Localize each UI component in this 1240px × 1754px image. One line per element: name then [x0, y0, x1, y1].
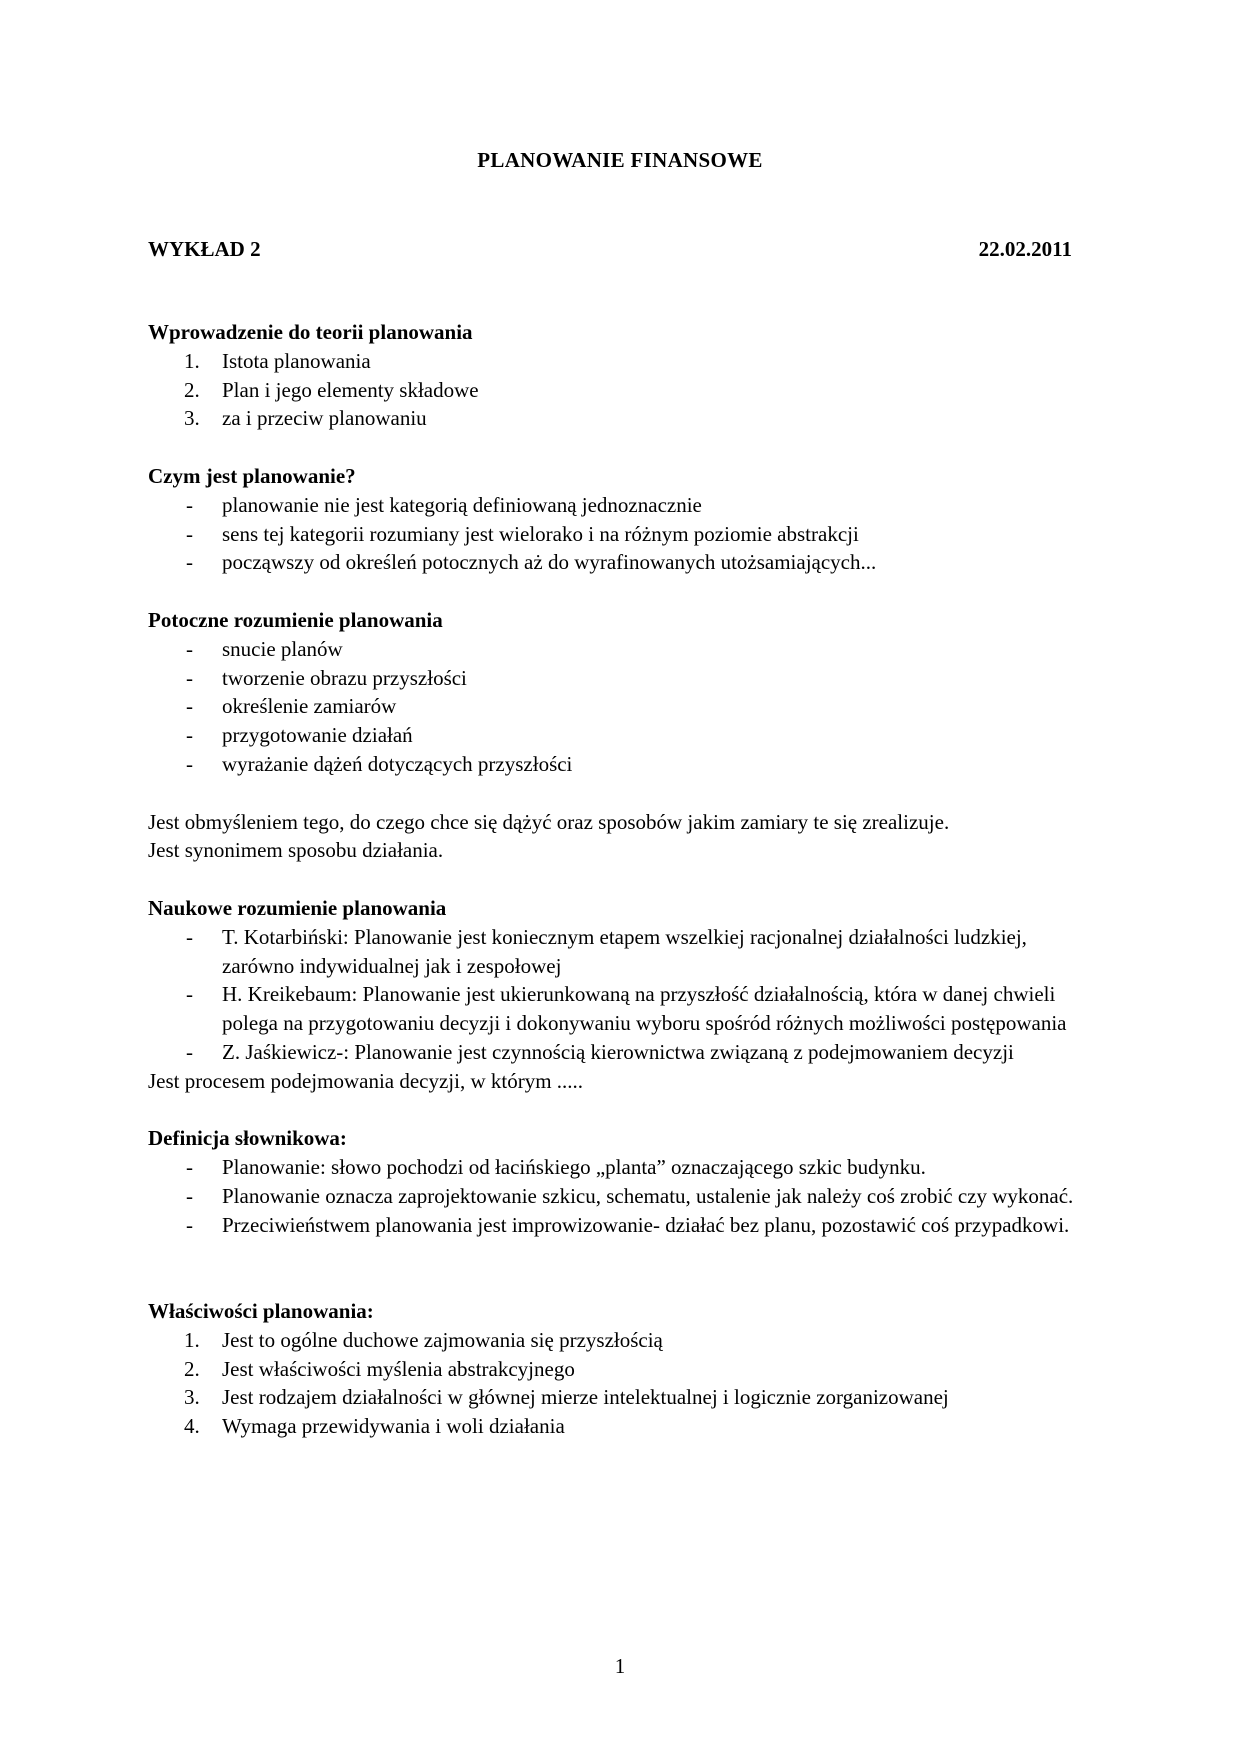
section-intro: [148, 318, 1098, 433]
list-item: - planowanie nie jest kategorią definiowaną jednoznacznie: [186, 492, 702, 517]
section-dictionary: [148, 1124, 1098, 1239]
body-paragraph: Jest synonimem sposobu działania.: [148, 838, 444, 863]
section-heading: Naukowe rozumienie planowania: [148, 895, 447, 920]
list-item: - Planowanie: słowo pochodzi od łacińskiego „planta” oznaczającego szkic budynku.: [186, 1155, 926, 1180]
list-item: - przygotowanie działań: [186, 723, 413, 748]
list-item: - T. Kotarbiński: Planowanie jest koniecznym etapem wszelkiej racjonalnej działalności ludzkiej, zarówno indywidualnej jak i zespołowej: [186, 924, 1027, 978]
blank-line: [148, 1268, 1098, 1297]
list-item: - Z. Jaśkiewicz-: Planowanie jest czynnością kierownictwa związaną z podejmowaniem decyzji: [186, 1039, 1014, 1064]
dash-list: [148, 635, 1098, 779]
page-number: 1: [614, 1654, 626, 1678]
dash-list: [148, 1153, 1098, 1239]
list-item: - określenie zamiarów: [186, 694, 397, 719]
body-paragraph: Jest procesem podejmowania decyzji, w którym .....: [148, 1068, 584, 1093]
section-heading: Wprowadzenie do teorii planowania: [148, 320, 473, 344]
section-colloquial: [148, 606, 1098, 779]
section-heading: Definicja słownikowa:: [148, 1126, 347, 1151]
lecture-date: 22.02.2011: [978, 237, 1072, 261]
list-item: 3. Jest rodzajem działalności w głównej mierze intelektualnej i logicznie zorganizowanej: [184, 1385, 949, 1410]
list-item: 4. Wymaga przewidywania i woli działania: [184, 1414, 565, 1439]
colloquial-paragraphs: [148, 808, 1098, 866]
list-item: - Planowanie oznacza zaprojektowanie szkicu, schematu, ustalenie jak należy coś zrobić czy wykonać.: [186, 1183, 1074, 1208]
lecture-label: WYKŁAD 2: [148, 237, 261, 261]
body-paragraph: Jest obmyśleniem tego, do czego chce się dążyć oraz sposobów jakim zamiary te się zrealizuje.: [148, 809, 950, 834]
dash-list: [148, 491, 1098, 577]
document-title: PLANOWANIE FINANSOWE: [477, 148, 763, 172]
list-item: - tworzenie obrazu przyszłości: [186, 665, 467, 690]
list-item: 1. Jest to ogólne duchowe zajmowania się przyszłością: [184, 1327, 663, 1352]
numbered-list: [148, 1326, 1098, 1441]
list-item: - wyrażanie dążeń dotyczących przyszłości: [186, 751, 573, 776]
numbered-list: [148, 347, 1098, 433]
section-heading: Potoczne rozumienie planowania: [148, 607, 443, 632]
list-item: - począwszy od określeń potocznych aż do wyrafinowanych utożsamiających...: [186, 550, 877, 575]
list-item: 3. za i przeciw planowaniu: [184, 406, 427, 431]
list-item: 2. Jest właściwości myślenia abstrakcyjnego: [184, 1356, 575, 1381]
section-what: [148, 462, 1098, 577]
list-item: - sens tej kategorii rozumiany jest wielorako i na różnym poziomie abstrakcji: [186, 521, 859, 546]
list-item: 2. Plan i jego elementy składowe: [184, 377, 479, 402]
list-item: - snucie planów: [186, 636, 343, 661]
list-item: 1. Istota planowania: [184, 348, 371, 373]
section-properties: [148, 1297, 1098, 1441]
document-body: [148, 318, 1098, 1470]
section-heading: Czym jest planowanie?: [148, 463, 356, 488]
list-item: - Przeciwieństwem planowania jest improwizowanie- działać bez planu, pozostawić coś przypadkowi.: [186, 1212, 1070, 1237]
list-item: - H. Kreikebaum: Planowanie jest ukierunkowaną na przyszłość działalnością, która w danej chwieli polega na przygotowaniu decyzji i dokonywaniu wyboru spośród różnych możliwości postępowania: [186, 982, 1067, 1036]
section-heading: Właściwości planowania:: [148, 1299, 374, 1324]
section-scientific: [148, 894, 1098, 1096]
dash-list: [148, 923, 1098, 1067]
